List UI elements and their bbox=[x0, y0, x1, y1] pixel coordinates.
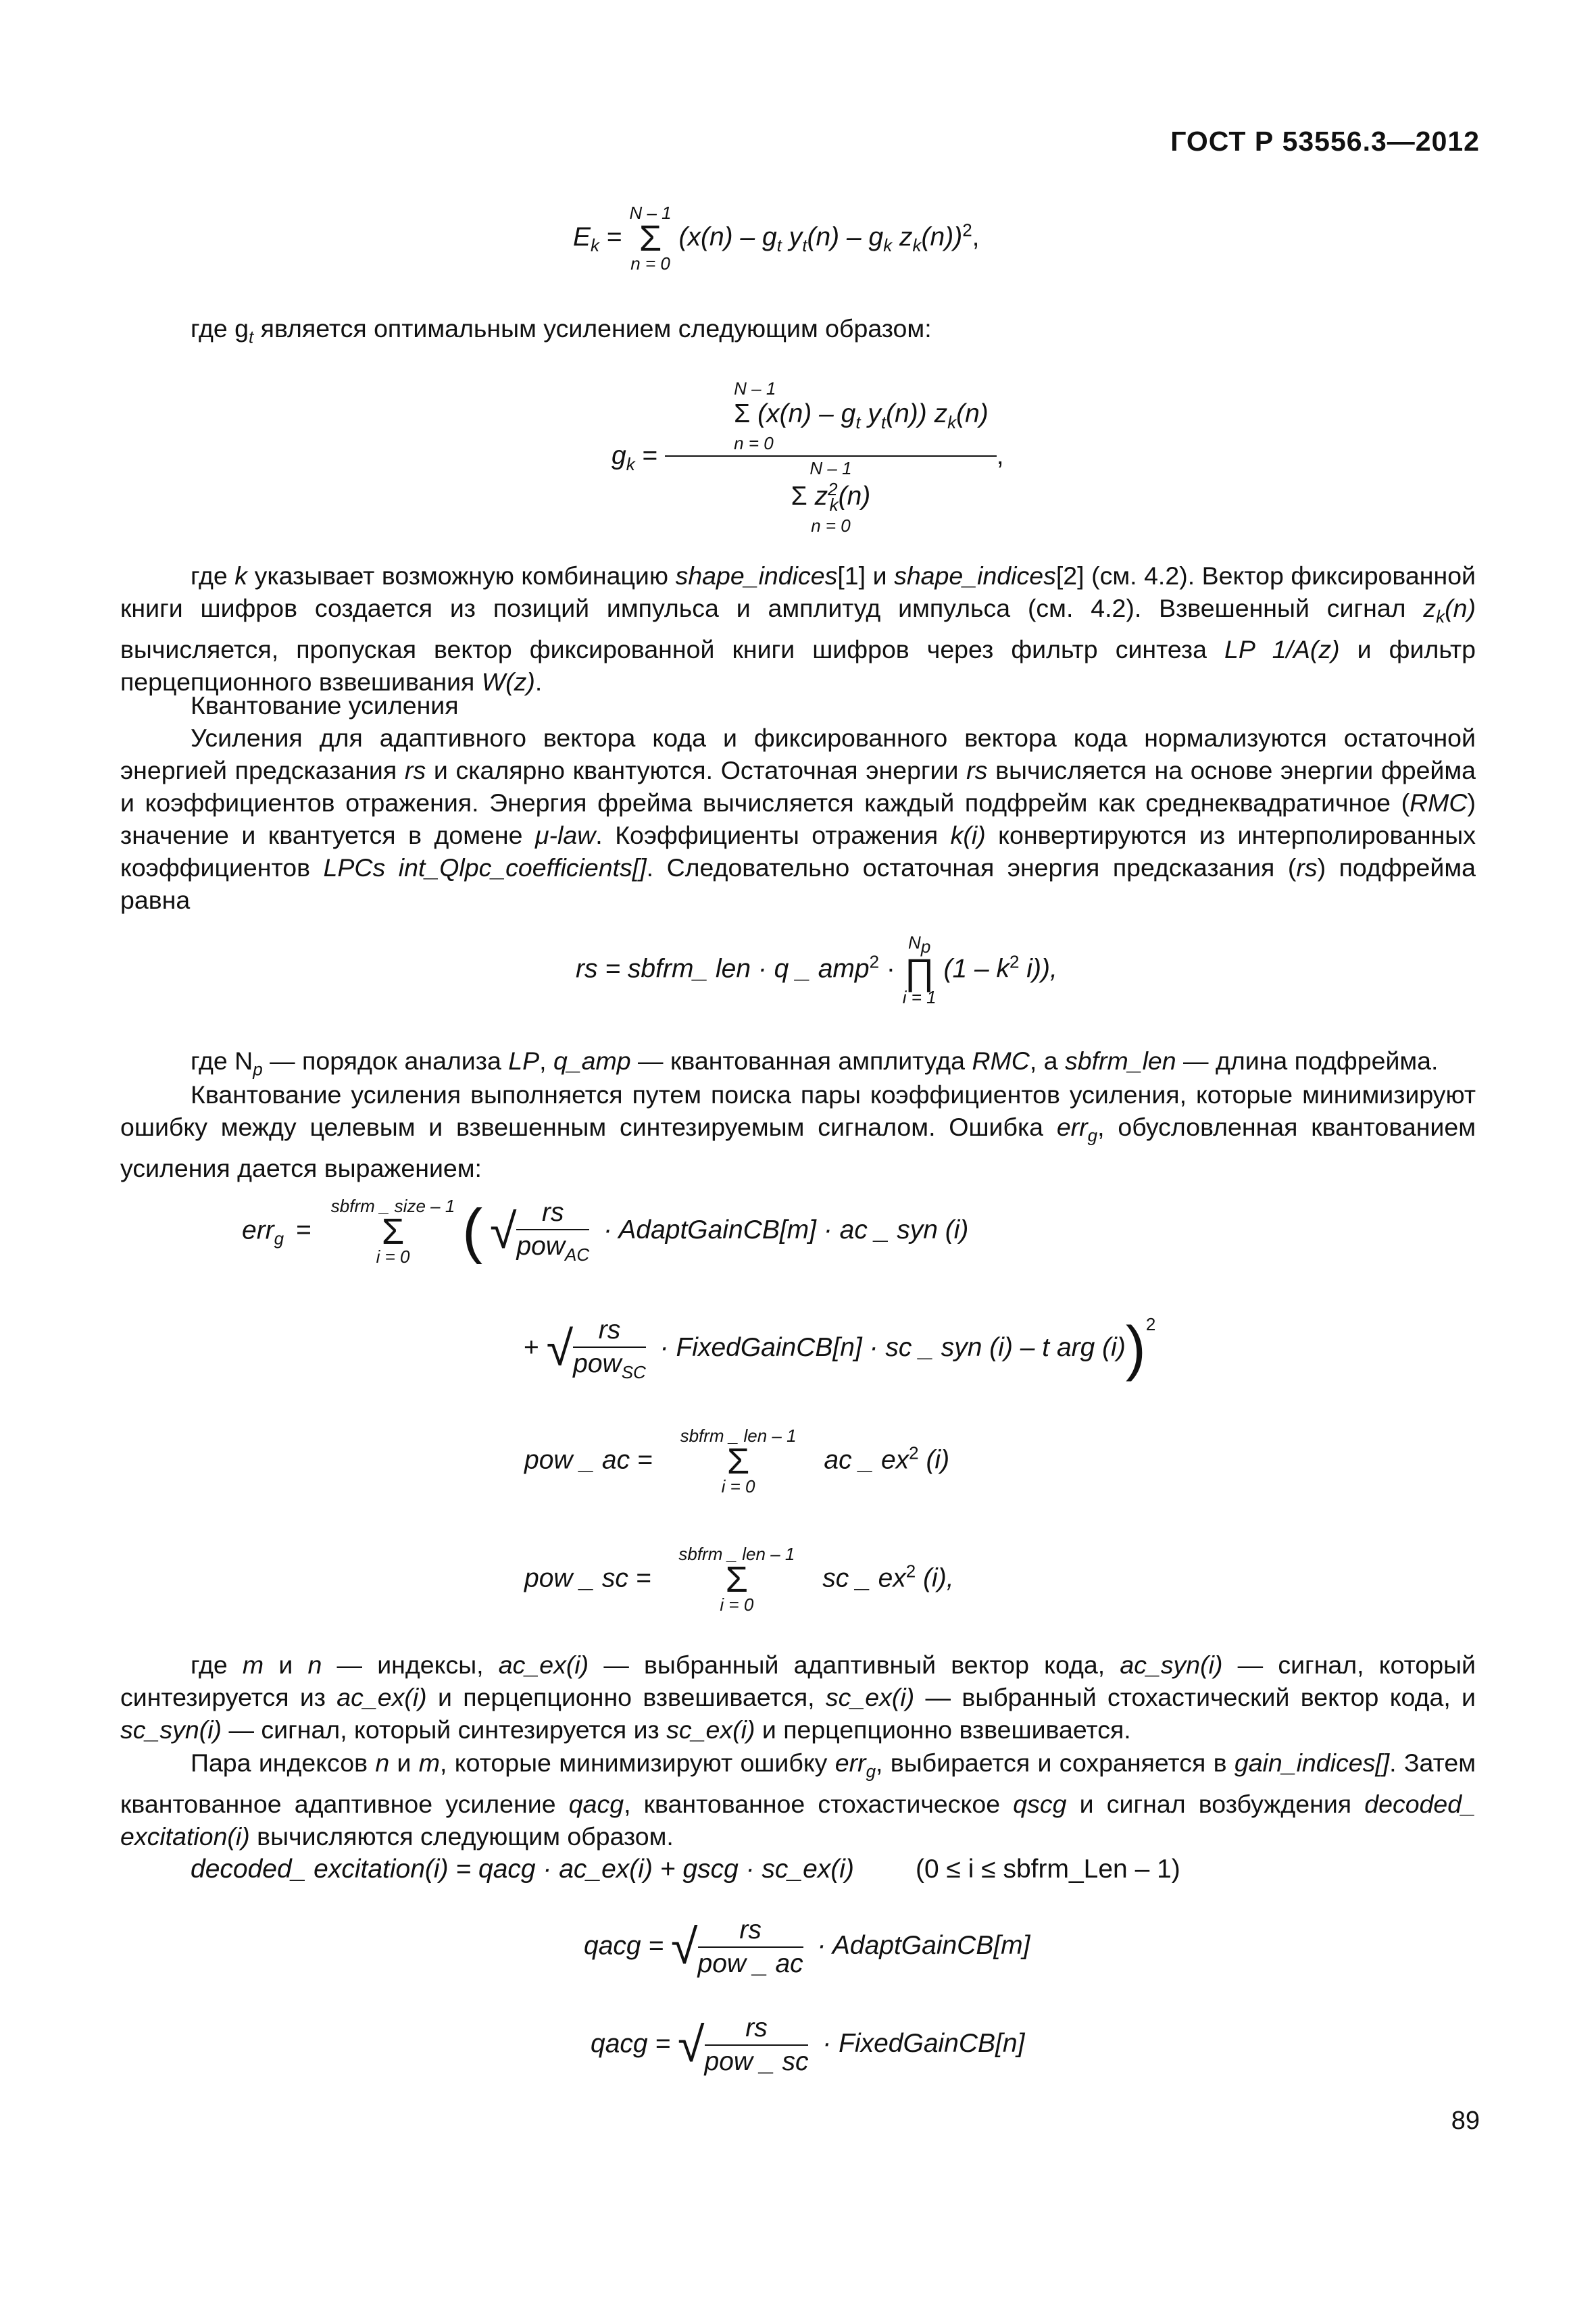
document-header: ГОСТ Р 53556.3—2012 bbox=[1170, 126, 1480, 157]
paragraph-search: Квантование усиления выполняется путем поиска пары коэффициентов усиления, которые минимизируют ошибку между целевым и взвешенным синтезируемым сигналом. Ошибка err$_g$, обусловленная квантованием усиления дается выражением: bbox=[120, 1080, 1476, 1182]
equation-rs: rs = sbfrm_ len · q _ amp$^2$ · $N_p$ ∏ i = 1 ($1 - k^2$ i)), bbox=[576, 932, 1057, 1008]
paragraph-k: где k указывает возможную комбинацию shape_indices[1] и shape_indices[2] (см. 4.2). Вектор фиксированной книги шифров создается из позиций импульса и амплитуд импульса (см. 4.2). Взвешенный сигнал $z_k(n)$ вычисляется, пропуская вектор фиксированной книги шифров через фильтр синтеза LP 1/A(z) и фильтр перцепционного взвешивания W(z). bbox=[120, 561, 1476, 696]
paragraph-indices: где m и n — индексы, ac_ex(i) — выбранный адаптивный вектор кода, ac_syn(i) — сигнал, который синтезируется из ac_ex(i) и перцепционно взвешивается, sc_ex(i) — выбранный стохастический вектор кода, и sc_syn(i) — сигнал, который синтезируется из sc_ex(i) и перцепционно взвешивается. bbox=[120, 1651, 1476, 1744]
equation-qacg-1: qacg = √ $\frac{rs}{\text{pow \_ ac}}$ · AdaptGainCB[m] bbox=[584, 1915, 1030, 1978]
equation-condition: (0 ≤ i ≤ sbfrm_Len – 1) bbox=[916, 1855, 1180, 1884]
equation-ek: $E_k$ = N – 1 Σ n = 0 ($x(n) - g_t$ $y_t(n) - g_k$ $z_k(n))^2$, bbox=[573, 203, 980, 274]
paragraph-pair: Пара индексов n и m, которые минимизируют ошибку err$_g$, выбирается и сохраняется в gain_indices[]. Затем квантованное адаптивное усиление qacg, квантованное стохастическое qscg и сигнал возбуждения decoded_ excitation(i) вычисляются следующим образом. bbox=[120, 1749, 1476, 1851]
equation-qacg-2: qacg = √ $\frac{rs}{\text{pow \_ sc}}$ · FixedGainCB[n] bbox=[591, 2013, 1025, 2076]
paragraph-np: где $N_p$ — порядок анализа LP, q_amp — квантованная амплитуда RMC, а sbfrm_len — длина подфрейма. bbox=[191, 1047, 1439, 1080]
equation-pow-ac: pow _ ac = sbfrm _ len – 1 Σ i = 0 ac _ $ex^2$ (i) bbox=[524, 1426, 950, 1496]
page-number: 89 bbox=[1451, 2107, 1480, 2135]
paragraph-gains: Усиления для адаптивного вектора кода и фиксированного вектора кода нормализуются остаточной энергией предсказания rs и скалярно квантуются. Остаточная энергии rs вычисляется на основе энергии фрейма и коэффициентов отражения. Энергия фрейма вычисляется каждый подфрейм как среднеквадратичное (RMC) значение и квантуется в домене μ-law. Коэффициенты отражения k(i) конвертируются из интерполированных коэффициентов LPCs int_Qlpc_coefficients[]. Следовательно остаточная энергия предсказания (rs) подфрейма равна bbox=[120, 724, 1476, 914]
equation-gk: $g_k$ = N – 1 Σ ($x(n) - g_t$ $y_t(n)$) $z_k(n)$ n = 0 N – 1 Σ $z^2_k(n)$ n = 0 , bbox=[612, 378, 1004, 536]
paragraph-gt: где $g_t$ является оптимальным усилением следующим образом: bbox=[191, 314, 932, 347]
equation-errg-line2: + √ $\frac{rs}{pow_{SC}}$ · FixedGainCB[n] · sc _ syn (i) – t arg (i))$^2$ bbox=[524, 1314, 1156, 1382]
equation-errg-line1: err$_g$ = sbfrm _ size – 1 Σ i = 0 ( √ $\frac{rs}{pow_{AC}}$ · AdaptGainCB[m] · ac _ syn (i) bbox=[242, 1196, 969, 1267]
subheading-gain-quantization: Квантование усиления bbox=[191, 691, 459, 720]
equation-pow-sc: pow _ sc = sbfrm _ len – 1 Σ i = 0 sc _ $ex^2$ (i), bbox=[524, 1544, 954, 1615]
equation-decoded-excitation: decoded_ excitation(i) = qacg · ac_ex(i) + gscg · sc_ex(i) bbox=[191, 1855, 854, 1884]
